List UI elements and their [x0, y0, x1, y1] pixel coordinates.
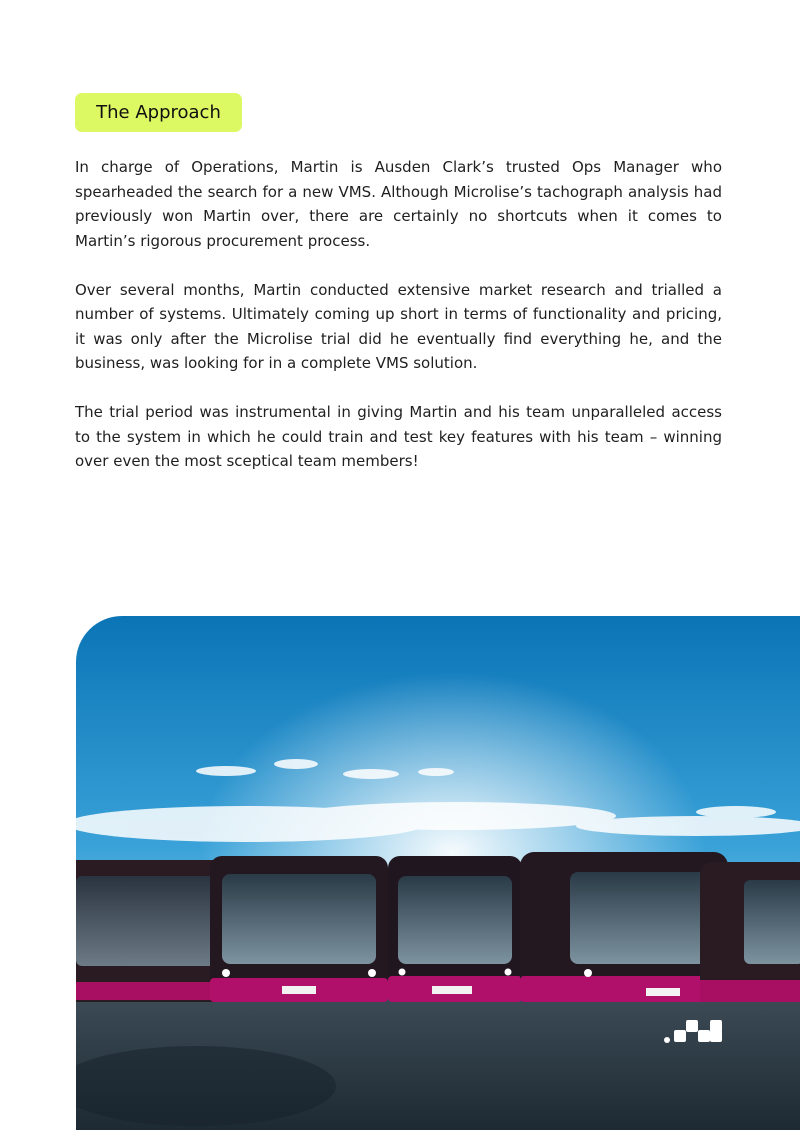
section-heading-badge [75, 93, 242, 132]
coach-2 [210, 856, 388, 1002]
coach-fleet-photo [76, 616, 800, 1130]
coach-4 [520, 852, 728, 1002]
coach-left-edge [76, 860, 226, 1002]
section-heading: The Approach [96, 102, 221, 123]
paragraph-2: Over several months, Martin conducted extensive market research and trialled a number of systems. Ultimately coming up short in terms of functionality and pricing, it was only after the Microlise trial did he eventually find everything he, and the business, was looking for in a complete VMS solution. [75, 280, 722, 372]
coach-right-edge [700, 862, 800, 1002]
paragraph-1: In charge of Operations, Martin is Ausden Clark’s trusted Ops Manager who spearheaded the search for a new VMS. Although Microlise’s tachograph analysis had previously won Martin over, there are certainly no shortcuts when it comes to Martin’s rigorous procurement process. [75, 158, 722, 250]
paragraph-3: The trial period was instrumental in giving Martin and his team unparalleled access to the system in which he could train and test key features with his team – winning over even the most sceptical team members! [75, 403, 722, 470]
body-text [75, 155, 722, 498]
coach-3-center [388, 856, 522, 1002]
